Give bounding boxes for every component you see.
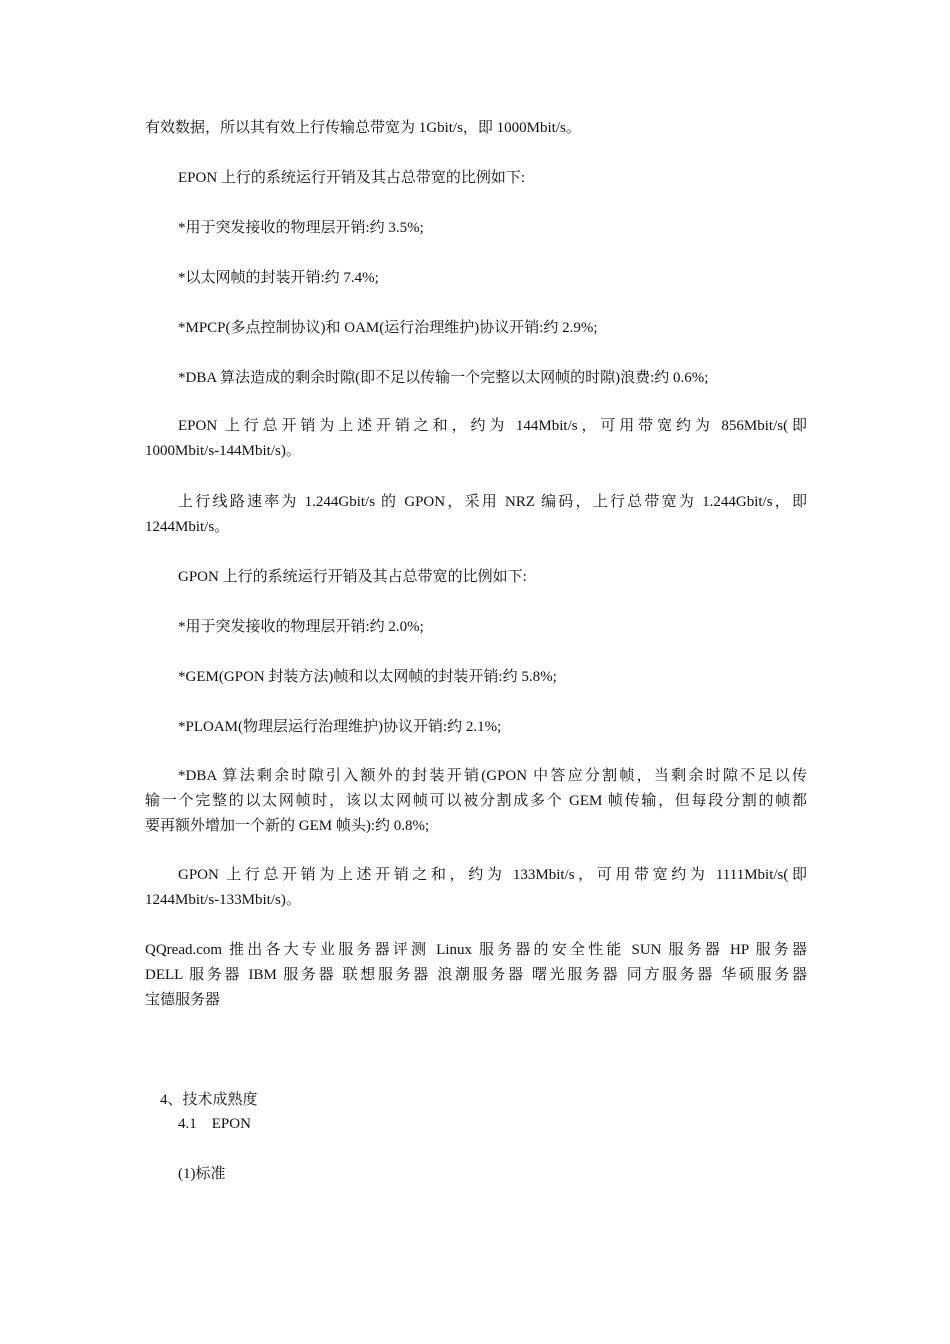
- paragraph-line: [178, 863, 807, 887]
- paragraph-line: [178, 764, 807, 788]
- paragraph-line: [178, 490, 807, 514]
- ad-line3: 宝德服务器: [145, 992, 221, 1008]
- dba-line2: 输一个完整的以太网帧时，该以太网帧可以被分割成多个 GEM 帧传输，但每段分割的帧都: [145, 793, 807, 809]
- subsubsection-heading: (1)标准: [178, 1166, 226, 1182]
- epon-overhead-intro: EPON 上行的系统运行开销及其占总带宽的比例如下:: [178, 170, 526, 186]
- dba-line3: 要再额外增加一个新的 GEM 帧头):约 0.8%;: [145, 818, 430, 834]
- paragraph-line: 有效数据，所以其有效上行传输总带宽为 1Gbit/s，即 1000Mbit/s。: [145, 120, 581, 136]
- ad-line2: DELL 服务器 IBM 服务器 联想服务器 浪潮服务器 曙光服务器 同方服务器 华硕服务器: [145, 967, 807, 983]
- list-item: *GEM(GPON 封装方法)帧和以太网帧的封装开销:约 5.8%;: [178, 669, 557, 685]
- gpon-rate-line1: 上行线路速率为 1.244Gbit/s 的 GPON，采用 NRZ 编码，上行总带宽为 1.244Gbit/s，即: [178, 494, 807, 510]
- list-item: *PLOAM(物理层运行治理维护)协议开销:约 2.1%;: [178, 719, 502, 735]
- subsection-heading: 4.1 EPON: [178, 1116, 251, 1132]
- section-heading: 4、技术成熟度: [160, 1092, 258, 1108]
- ad-line1: QQread.com 推出各大专业服务器评测 Linux 服务器的安全性能 SUN 服务器 HP 服务器: [145, 942, 807, 958]
- gpon-total-line2: 1244Mbit/s-133Mbit/s)。: [145, 892, 301, 908]
- gpon-total-line1: GPON 上行总开销为上述开销之和，约为 133Mbit/s，可用带宽约为 1111Mbit/s(即: [178, 867, 807, 883]
- list-item: *用于突发接收的物理层开销:约 2.0%;: [178, 619, 424, 635]
- epon-total-line1: EPON 上行总开销为上述开销之和，约为 144Mbit/s，可用带宽约为 856Mbit/s(即: [178, 418, 807, 434]
- list-item: *DBA 算法造成的剩余时隙(即不足以传输一个完整以太网帧的时隙)浪费:约 0.6%;: [178, 370, 709, 386]
- dba-line1: *DBA 算法剩余时隙引入额外的封装开销(GPON 中答应分割帧，当剩余时隙不足以传: [178, 768, 807, 784]
- paragraph-line: [178, 414, 807, 438]
- gpon-overhead-intro: GPON 上行的系统运行开销及其占总带宽的比例如下:: [178, 569, 527, 585]
- epon-total-line2: 1000Mbit/s-144Mbit/s)。: [145, 443, 301, 459]
- paragraph-line: [145, 938, 807, 962]
- paragraph-line: [145, 789, 807, 813]
- list-item: *以太网帧的封装开销:约 7.4%;: [178, 270, 379, 286]
- paragraph-line: [145, 963, 807, 987]
- gpon-rate-line2: 1244Mbit/s。: [145, 519, 230, 535]
- list-item: *用于突发接收的物理层开销:约 3.5%;: [178, 220, 424, 236]
- list-item: *MPCP(多点控制协议)和 OAM(运行治理维护)协议开销:约 2.9%;: [178, 320, 598, 336]
